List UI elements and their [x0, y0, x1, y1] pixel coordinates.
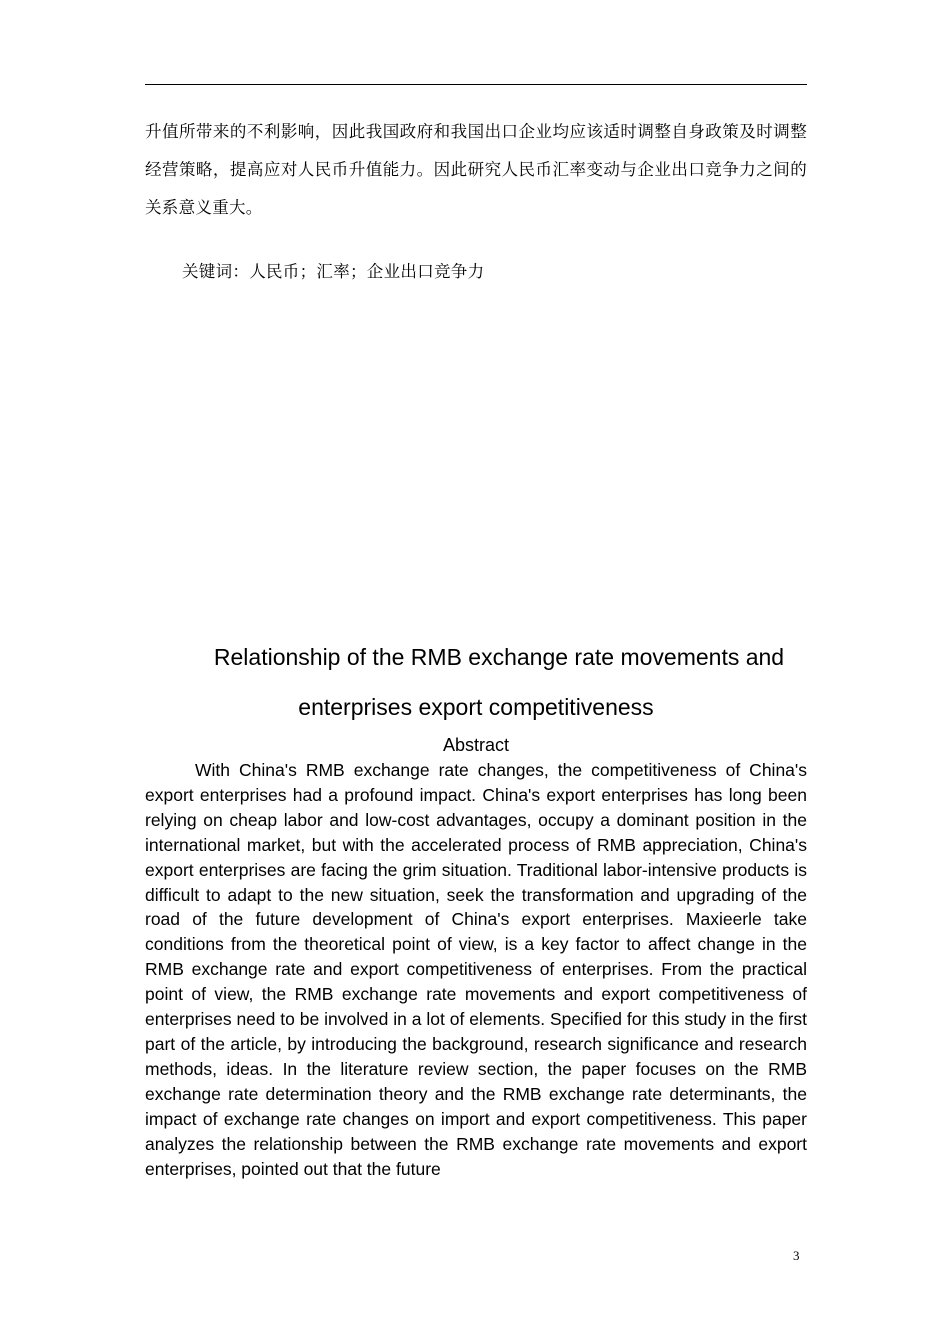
abstract-heading: Abstract	[442, 735, 510, 755]
keywords-line: 关键词：人民币；汇率；企业出口竞争力	[182, 262, 485, 281]
page-number: 3	[793, 1248, 800, 1263]
english-title	[145, 632, 807, 732]
english-title-line-2: enterprises export competitiveness	[298, 694, 654, 720]
english-title-line-1: Relationship of the RMB exchange rate movements and	[213, 644, 785, 670]
abstract-body: With China's RMB exchange rate changes, the competitiveness of China's export enterprises had a profound impact. China's export enterprises has long been relying on cheap labor and low-cost advantages, occupy a dominant position in the international market, but with the accelerated process of RMB appreciation, China's export enterprises are facing the grim situation. Traditional labor-intensive products is difficult to adapt to the new situation, seek the transformation and upgrading of the road of the future development of China's export enterprises. Maxieerle take conditions from the theoretical point of view, is a key factor to affect change in the RMB exchange rate and export competitiveness of enterprises. From the practical point of view, the RMB exchange rate movements and export competitiveness of enterprises need to be involved in a lot of elements. Specified for this study in the first part of the article, by introducing the background, research significance and research methods, ideas. In the literature review section, the paper focuses on the RMB exchange rate determination theory and the RMB exchange rate determinants, the impact of exchange rate changes on import and export competitiveness. This paper analyzes the relationship between the RMB exchange rate movements and export enterprises, pointed out that the future	[145, 760, 807, 1179]
chinese-paragraph: 升值所带来的不利影响，因此我国政府和我国出口企业均应该适时调整自身政策及时调整经营策略，提高应对人民币升值能力。因此研究人民币汇率变动与企业出口竞争力之间的关系意义重大。	[145, 122, 807, 217]
header-rule	[145, 84, 807, 85]
